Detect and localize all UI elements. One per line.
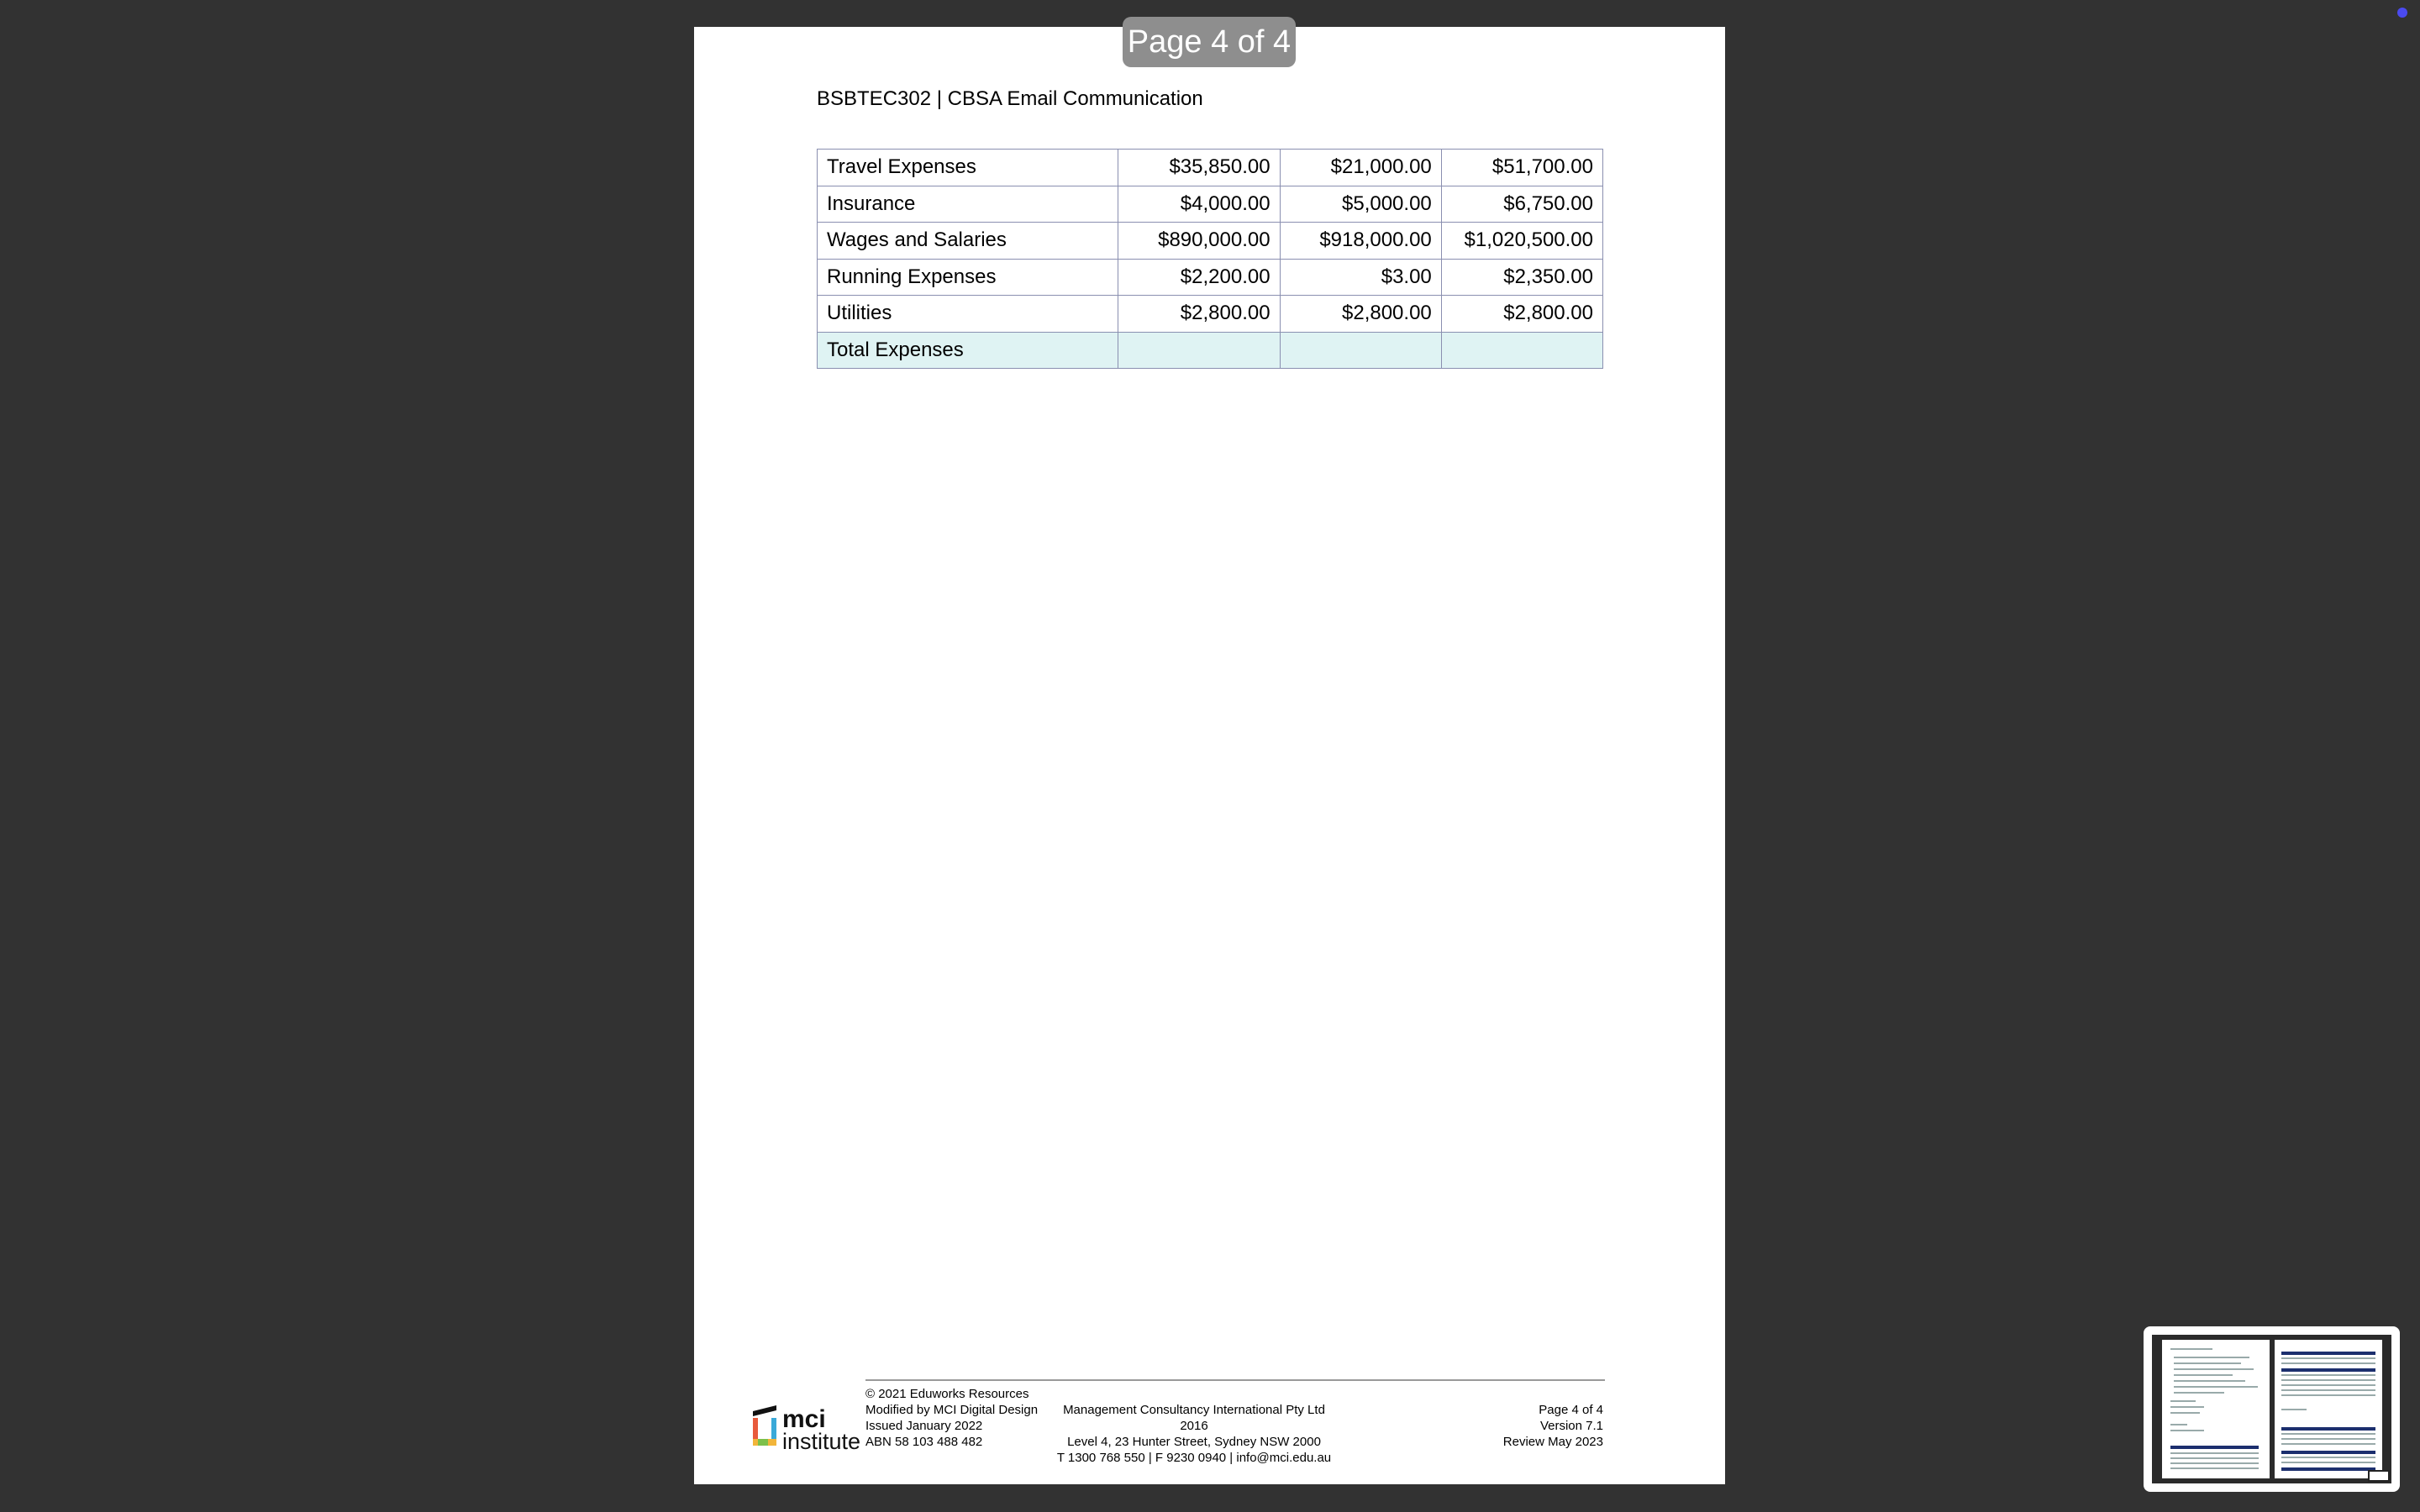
row-label: Wages and Salaries — [818, 223, 1118, 260]
thumbnail-resize-handle[interactable] — [2368, 1470, 2390, 1482]
row-label: Total Expenses — [818, 332, 1118, 369]
table-cell: $51,700.00 — [1441, 150, 1602, 186]
table-cell: $1,020,500.00 — [1441, 223, 1602, 260]
table-cell: $6,750.00 — [1441, 186, 1602, 223]
table-cell: $2,800.00 — [1118, 296, 1280, 333]
footer-review: Review May 2023 — [1502, 1435, 1603, 1449]
table-cell: $21,000.00 — [1280, 150, 1441, 186]
thumbnail-page-right[interactable] — [2275, 1340, 2382, 1478]
footer-company: Management Consultancy International Pty Ltd 2016 — [1063, 1403, 1325, 1433]
document-page[interactable] — [694, 27, 1725, 1484]
page-thumbnail-navigator[interactable] — [2144, 1326, 2400, 1492]
logo-text-top: mci — [782, 1405, 826, 1433]
total-row — [818, 332, 1603, 369]
footer-issued: Issued January 2022 — [865, 1419, 983, 1433]
footer-modified: Modified by MCI Digital Design — [865, 1403, 1039, 1417]
footer-right — [1476, 1402, 1603, 1450]
row-label: Running Expenses — [818, 259, 1118, 296]
expenses-table — [817, 149, 1603, 369]
table-cell — [1441, 332, 1602, 369]
thumbnail-viewport — [2152, 1335, 2391, 1483]
table-cell: $5,000.00 — [1280, 186, 1441, 223]
table-cell: $2,350.00 — [1441, 259, 1602, 296]
mci-institute-logo — [751, 1404, 860, 1453]
thumbnail-page-left[interactable] — [2162, 1340, 2270, 1478]
table-row — [818, 186, 1603, 223]
table-row — [818, 150, 1603, 186]
table-cell: $2,800.00 — [1441, 296, 1602, 333]
table-row — [818, 296, 1603, 333]
footer-contact: T 1300 768 550 | F 9230 0940 | info@mci.edu.au — [1056, 1451, 1332, 1465]
logo-text-bottom: institute — [782, 1429, 860, 1453]
row-label: Utilities — [818, 296, 1118, 333]
table-cell: $2,200.00 — [1118, 259, 1280, 296]
table-cell: $918,000.00 — [1280, 223, 1441, 260]
footer-divider — [865, 1379, 1605, 1381]
row-label: Insurance — [818, 186, 1118, 223]
footer-address: Level 4, 23 Hunter Street, Sydney NSW 2000 — [1067, 1435, 1321, 1449]
footer-version: Version 7.1 — [1539, 1419, 1603, 1433]
table-cell: $890,000.00 — [1118, 223, 1280, 260]
table-cell: $2,800.00 — [1280, 296, 1441, 333]
page-indicator: Page 4 of 4 — [1123, 17, 1296, 67]
status-dot-icon — [2397, 8, 2407, 18]
table-cell — [1118, 332, 1280, 369]
row-label: Travel Expenses — [818, 150, 1118, 186]
footer-copyright: © 2021 Eduworks Resources — [865, 1387, 1029, 1401]
table-cell — [1280, 332, 1441, 369]
document-header: BSBTEC302 | CBSA Email Communication — [817, 87, 1203, 110]
table-cell: $3.00 — [1280, 259, 1441, 296]
table-cell: $4,000.00 — [1118, 186, 1280, 223]
table-row — [818, 259, 1603, 296]
footer-abn: ABN 58 103 488 482 — [865, 1435, 983, 1449]
footer-middle — [1051, 1402, 1337, 1466]
footer-left — [865, 1386, 1038, 1450]
footer-page-number: Page 4 of 4 — [1539, 1403, 1603, 1417]
table-row — [818, 223, 1603, 260]
table-cell: $35,850.00 — [1118, 150, 1280, 186]
